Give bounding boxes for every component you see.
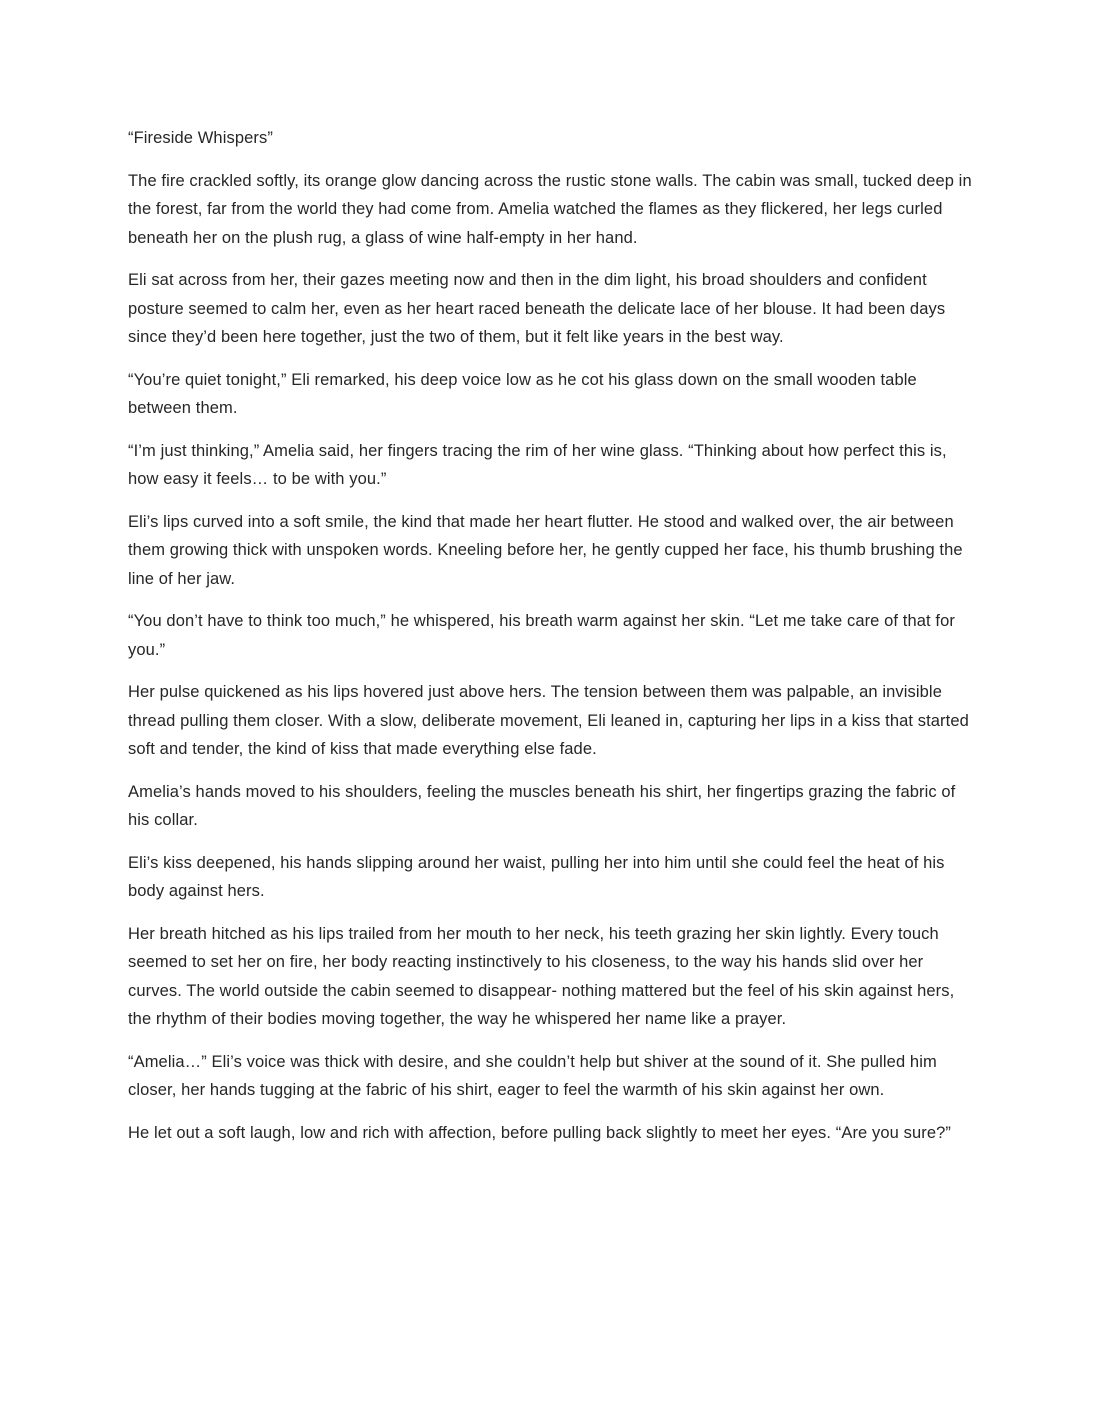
story-paragraph: “You’re quiet tonight,” Eli remarked, his deep voice low as he cot his glass down on the small wooden table between them. — [128, 370, 917, 417]
story-paragraph: “You don’t have to think too much,” he whispered, his breath warm against her skin. “Let me take care of that for you.” — [128, 612, 955, 659]
story-paragraph: Amelia’s hands moved to his shoulders, feeling the muscles beneath his shirt, her fingertips grazing the fabric of his collar. — [128, 782, 956, 829]
document-content — [128, 124, 974, 1161]
story-paragraph: Eli’s kiss deepened, his hands slipping around her waist, pulling her into him until she could feel the heat of his body against hers. — [128, 853, 945, 900]
story-paragraph: Eli’s lips curved into a soft smile, the kind that made her heart flutter. He stood and walked over, the air between them growing thick with unspoken words. Kneeling before her, he gently cupped her face, his thumb brushing the line of her jaw. — [128, 512, 963, 588]
story-paragraph: “Amelia…” Eli’s voice was thick with desire, and she couldn’t help but shiver at the sound of it. She pulled him closer, her hands tugging at the fabric of his shirt, eager to feel the warmth of his skin against her own. — [128, 1052, 937, 1099]
story-paragraph: He let out a soft laugh, low and rich with affection, before pulling back slightly to meet her eyes. “Are you sure?” — [128, 1123, 951, 1142]
story-paragraph: Eli sat across from her, their gazes meeting now and then in the dim light, his broad shoulders and confident posture seemed to calm her, even as her heart raced beneath the delicate lace of her blouse. It had been days since they’d been here together, just the two of them, but it felt like years in the best way. — [128, 271, 946, 346]
story-paragraph: The fire crackled softly, its orange glow dancing across the rustic stone walls. The cabin was small, tucked deep in the forest, far from the world they had come from. Amelia watched the flames as they flickered, her legs curled beneath her on the plush rug, a glass of wine half-empty in her hand. — [128, 171, 972, 247]
document-title: “Fireside Whispers” — [128, 129, 273, 147]
story-paragraph: “I’m just thinking,” Amelia said, her fingers tracing the rim of her wine glass. “Thinking about how perfect this is, how easy it feels… to be with you.” — [128, 441, 947, 488]
story-paragraph: Her pulse quickened as his lips hovered just above hers. The tension between them was palpable, an invisible thread pulling them closer. With a slow, deliberate movement, Eli leaned in, capturing her lips in a kiss that started soft and tender, the kind of kiss that made everything else fade. — [128, 683, 969, 758]
story-paragraph: Her breath hitched as his lips trailed from her mouth to her neck, his teeth grazing her skin lightly. Every touch seemed to set her on fire, her body reacting instinctively to his closeness, to the way his hands slid over her curves. The world outside the cabin seemed to disappear- nothing mattered but the feel of his skin against hers, the rhythm of their bodies moving together, the way he whispered her name like a prayer. — [128, 924, 955, 1028]
